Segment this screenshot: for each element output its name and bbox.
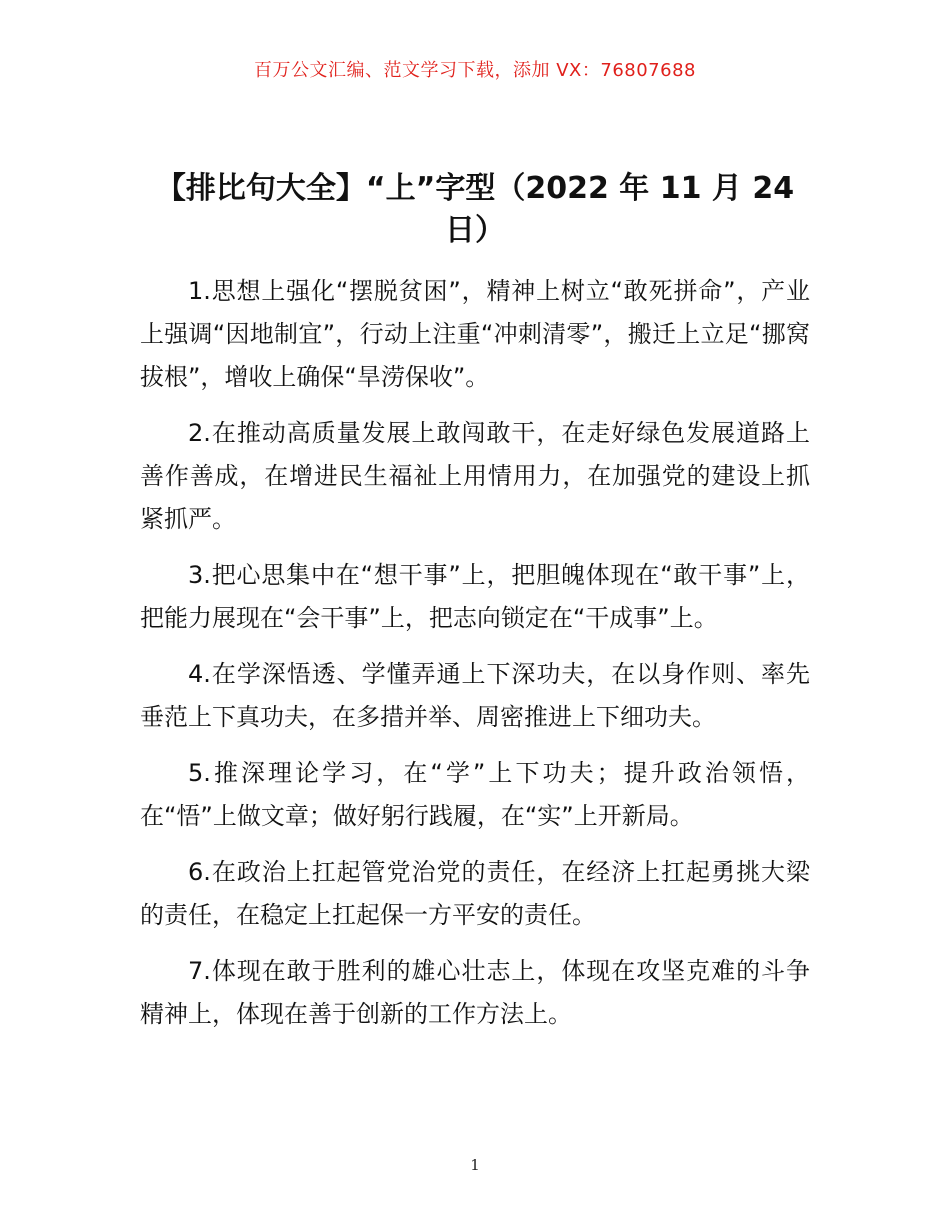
paragraph-6: 6.在政治上扛起管党治党的责任，在经济上扛起勇挑大梁的责任，在稳定上扛起保一方平安的责任。 (140, 858, 810, 929)
page-number: 1 (470, 1156, 480, 1174)
promo-banner: 百万公文汇编、范文学习下载，添加 VX：76807688 (254, 60, 696, 81)
paragraph-4: 4.在学深悟透、学懂弄通上下深功夫，在以身作则、率先垂范上下真功夫，在多措并举、周密推进上下细功夫。 (140, 660, 810, 731)
paragraph-1: 1.思想上强化“摆脱贫困”，精神上树立“敢死拼命”，产业上强调“因地制宜”，行动上注重“冲刺清零”，搬迁上立足“挪窝拔根”，增收上确保“旱涝保收”。 (140, 277, 810, 391)
paragraph-2: 2.在推动高质量发展上敢闯敢干，在走好绿色发展道路上善作善成，在增进民生福祉上用情用力，在加强党的建设上抓紧抓严。 (140, 419, 810, 533)
paragraph-5: 5.推深理论学习，在“学”上下功夫；提升政治领悟，在“悟”上做文章；做好躬行践履，在“实”上开新局。 (140, 759, 810, 830)
paragraph-7: 7.体现在敢于胜利的雄心壮志上，体现在攻坚克难的斗争精神上，体现在善于创新的工作方法上。 (140, 957, 810, 1028)
paragraph-3: 3.把心思集中在“想干事”上，把胆魄体现在“敢干事”上，把能力展现在“会干事”上，把志向锁定在“干成事”上。 (140, 561, 810, 632)
document-body (140, 270, 810, 1049)
page-title: 【排比句大全】“上”字型（2022 年 11 月 24 日） (155, 171, 795, 248)
